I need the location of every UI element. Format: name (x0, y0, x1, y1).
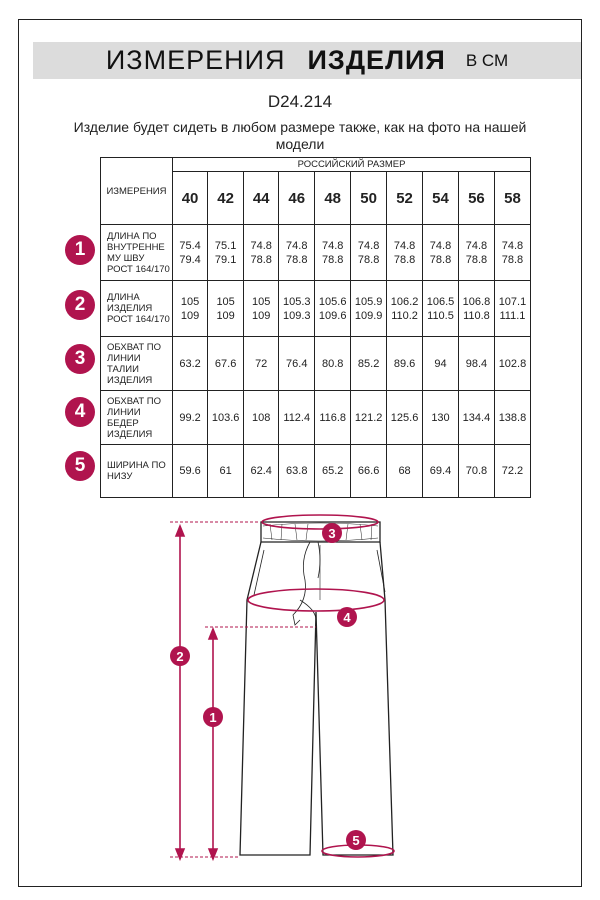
value-line: 116.8 (319, 411, 347, 424)
value-line: 68 (398, 465, 411, 477)
size-50: 50 (351, 172, 387, 225)
fit-note: Изделие будет сидеть в любом размере также, как на фото на нашей модели (73, 119, 527, 152)
row-label-line: МУ ШВУ (107, 252, 145, 264)
diagram-marker-1: 1 (203, 707, 223, 727)
value-line: 109 (180, 309, 200, 322)
value-line: 105 (252, 295, 271, 308)
value-line: 79.4 (179, 253, 201, 266)
value-line: 110.5 (427, 309, 454, 322)
size-52: 52 (387, 172, 423, 225)
measurements-header: ИЗМЕРЕНИЯ (101, 158, 173, 225)
value-line: 105.9 (354, 295, 383, 308)
value-line: 98.4 (465, 357, 488, 370)
value-line: 74.8 (501, 239, 524, 252)
row-label-line: ДЛИНА (107, 292, 140, 303)
value-line: 103.6 (211, 411, 240, 424)
value-line: 78.8 (286, 253, 308, 266)
value-line: 63.8 (286, 465, 308, 477)
value-line: 105 (180, 295, 200, 308)
value-line: 76.4 (286, 357, 308, 370)
value-line: 75.4 (179, 239, 201, 252)
value-line: 110.8 (463, 309, 490, 322)
size-44: 44 (244, 172, 279, 225)
value-line: 80.8 (321, 357, 344, 370)
value-line: 74.8 (429, 239, 452, 252)
value-line: 94 (434, 357, 447, 370)
value-line: 61 (219, 465, 232, 477)
value-line: 125.6 (390, 411, 419, 424)
value-line: 65.2 (321, 465, 344, 477)
row-label-line: ЛИНИИ (107, 352, 141, 364)
value-line: 105.6 (318, 295, 347, 308)
value-line: 138.8 (498, 411, 527, 424)
title-part1: ИЗМЕРЕНИЯ (105, 45, 286, 75)
diagram-marker-3: 3 (322, 523, 342, 543)
value-line: 66.6 (357, 465, 380, 477)
value-line: 74.8 (393, 239, 416, 252)
title-unit: В СМ (465, 50, 509, 70)
value-line: 78.8 (250, 253, 272, 266)
value-line: 99.2 (179, 411, 201, 424)
value-line: 130 (431, 411, 450, 424)
diagram-marker-2: 2 (170, 646, 190, 666)
value-line: 109 (216, 309, 235, 322)
row-badge-4: 4 (65, 397, 95, 427)
row-label-line: ИЗДЕЛИЯ (107, 428, 153, 440)
value-line: 63.2 (179, 357, 201, 370)
value-line: 111.1 (499, 309, 526, 322)
size-40: 40 (172, 172, 207, 225)
value-line: 89.6 (393, 357, 416, 370)
value-line: 105.3 (282, 295, 311, 308)
value-line: 108 (252, 411, 271, 424)
row-badge-1: 1 (65, 235, 95, 265)
value-line: 106.8 (462, 295, 491, 308)
value-line: 106.5 (426, 295, 455, 308)
title-part2: ИЗДЕЛИЯ (307, 45, 446, 75)
measurement-lines (170, 515, 394, 859)
value-line: 75.1 (214, 239, 237, 252)
row-label-line: ВНУТРЕННЕ (107, 241, 165, 253)
value-line: 109.9 (354, 309, 383, 322)
value-line: 74.8 (357, 239, 380, 252)
product-code: D24.214 (267, 92, 333, 111)
value-line: 59.6 (179, 465, 201, 477)
value-line: 112.4 (283, 411, 311, 424)
value-line: 62.4 (250, 465, 272, 477)
row-label-line: ОБХВАТ ПО (107, 341, 162, 353)
row-label-line: ТАЛИИ (107, 363, 139, 375)
value-line: 85.2 (357, 357, 380, 370)
value-line: 110.2 (391, 309, 418, 322)
value-line: 74.8 (286, 239, 308, 252)
value-line: 69.4 (429, 465, 452, 477)
value-line: 109 (252, 309, 271, 322)
value-line: 74.8 (465, 239, 488, 252)
size-56: 56 (458, 172, 494, 225)
value-line: 102.8 (498, 357, 527, 370)
value-line: 74.8 (250, 239, 272, 252)
row-badge-3: 3 (65, 344, 95, 374)
row-label-line: РОСТ 164/170 (107, 263, 170, 275)
value-line: 78.8 (357, 253, 380, 266)
value-line: 78.8 (393, 253, 416, 266)
value-line: 79.1 (214, 253, 237, 266)
value-line: 107.1 (498, 295, 527, 308)
value-line: 106.2 (390, 295, 419, 308)
row-label-line: ШИРИНА ПО (107, 460, 166, 471)
size-54: 54 (423, 172, 459, 225)
size-42: 42 (208, 172, 244, 225)
row-label-line: ИЗДЕЛИЯ (107, 374, 153, 386)
row-badge-5: 5 (65, 451, 95, 481)
value-line: 109.6 (318, 309, 347, 322)
value-line: 67.6 (214, 357, 237, 370)
row-label-line: НИЗУ (107, 471, 133, 482)
value-line: 78.8 (501, 253, 524, 266)
value-line: 74.8 (321, 239, 344, 252)
diagram-marker-5: 5 (346, 830, 366, 850)
value-line: 121.2 (354, 411, 383, 424)
value-line: 134.4 (462, 411, 491, 424)
row-badge-2: 2 (65, 290, 95, 320)
value-line: 105 (216, 295, 235, 308)
value-line: 109.3 (282, 309, 311, 322)
row-label-line: ИЗДЕЛИЯ (107, 303, 153, 314)
row-label-line: РОСТ 164/170 (107, 314, 170, 325)
trousers-outline (240, 522, 393, 855)
row-label-line: ДЛИНА ПО (107, 230, 157, 242)
diagram-marker-4: 4 (337, 607, 357, 627)
value-line: 72 (255, 357, 268, 370)
value-line: 70.8 (465, 465, 488, 477)
size-48: 48 (315, 172, 351, 225)
size-58: 58 (494, 172, 530, 225)
value-line: 78.8 (321, 253, 344, 266)
size-46: 46 (279, 172, 315, 225)
value-line: 78.8 (465, 253, 488, 266)
value-line: 72.2 (501, 465, 524, 477)
russian-size-header: РОССИЙСКИЙ РАЗМЕР (172, 158, 530, 172)
row-label-line: БЕДЕР (107, 417, 139, 429)
row-label-line: ЛИНИИ (107, 406, 141, 418)
value-line: 78.8 (429, 253, 452, 266)
row-label-line: ОБХВАТ ПО (107, 395, 162, 407)
